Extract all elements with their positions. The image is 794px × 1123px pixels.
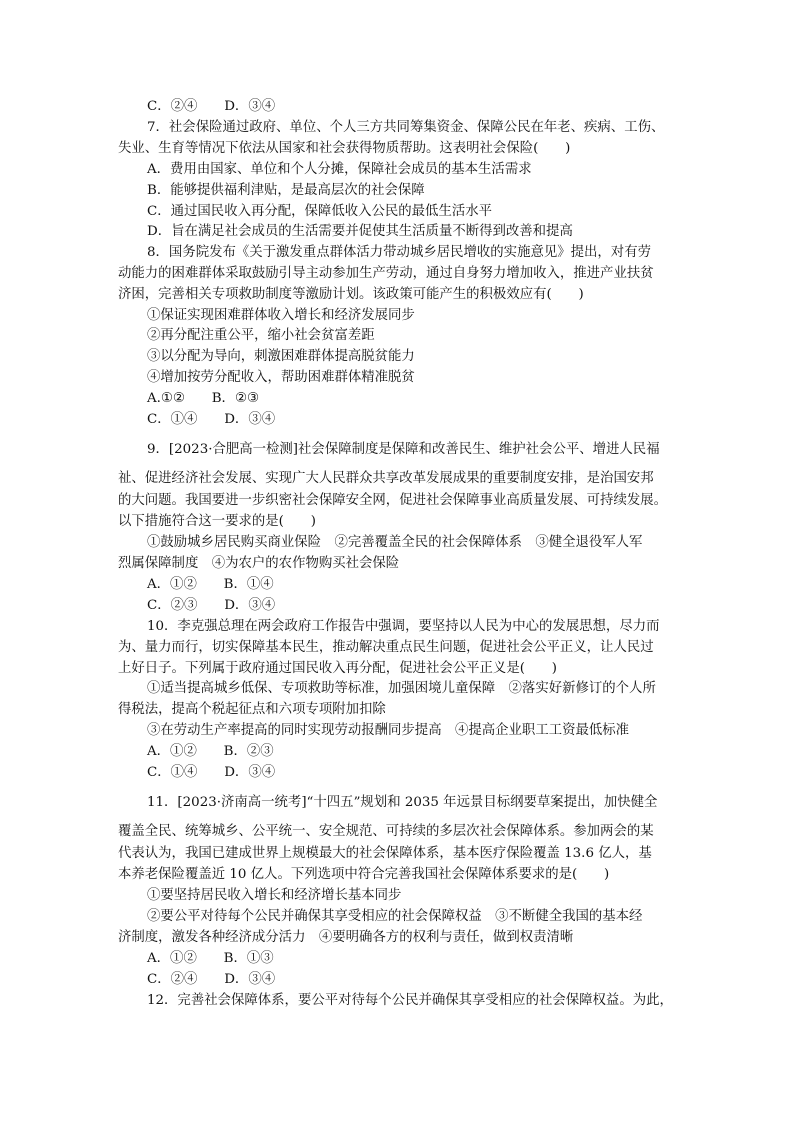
q11-stem-line-3: 代表认为，我国已建成世界上规模最大的社会保障体系，基本医疗保险覆盖 13.6 亿人，基 bbox=[118, 846, 652, 861]
q9-stem-line-2: 祉、促进经济社会发展、实现广大人民群众共享改革发展成果的重要制度安排，是治国安邦 bbox=[118, 471, 654, 486]
q10-stem-line-2: 为、量力而行，切实保障基本民生，推动解决重点民生问题，促进社会公平正义，让人民过 bbox=[118, 640, 654, 655]
q11-stem-line-2: 覆盖全民、统筹城乡、公平统一、安全规范、可持续的多层次社会保障体系。参加两会的某 bbox=[118, 824, 654, 839]
q10-statements-line-2: 得税法，提高个税起征点和六项专项附加扣除 bbox=[118, 702, 386, 717]
q6-options-cd: C．②④ D．③④ bbox=[147, 99, 276, 114]
q8-statement-2: ②再分配注重公平，缩小社会贫富差距 bbox=[147, 328, 375, 343]
q9-stem-line-4: 以下措施符合这一要求的是( ) bbox=[118, 514, 316, 529]
q11-stem-line-4: 本养老保险覆盖近 10 亿人。下列选项中符合完善我国社会保障体系要求的是( ) bbox=[118, 867, 610, 882]
q10-stem-line-1: 10．李克强总理在两会政府工作报告中强调，要坚持以人民为中心的发展思想，尽力而 bbox=[147, 619, 660, 634]
q10-options-cd: C．①④ D．③④ bbox=[147, 765, 276, 780]
q9-stem-line-3: 的大问题。我国要进一步织密社会保障安全网，促进社会保障事业高质量发展、可持续发展。 bbox=[118, 493, 668, 508]
q8-statement-4: ④增加按劳分配收入，帮助困难群体精准脱贫 bbox=[147, 370, 415, 385]
q8-statement-1: ①保证实现困难群体收入增长和经济发展同步 bbox=[147, 308, 415, 323]
q10-statements-line-1: ①适当提高城乡低保、专项救助等标准，加强困境儿童保障 ②落实好新修订的个人所 bbox=[147, 681, 656, 696]
q10-stem-line-3: 上好日子。下列属于政府通过国民收入再分配，促进社会公平正义是( ) bbox=[118, 661, 557, 676]
q8-stem-line-3: 济困，完善相关专项救助制度等激励计划。该政策可能产生的积极效应有( ) bbox=[118, 287, 584, 302]
q9-stem-line-1: 9．[2023·合肥高一检测]社会保障制度是保障和改善民生、维护社会公平、增进人民福 bbox=[147, 442, 660, 457]
q8-stem-line-1: 8．国务院发布《关于激发重点群体活力带动城乡居民增收的实施意见》提出，对有劳 bbox=[147, 245, 651, 260]
q10-statements-line-3: ③在劳动生产率提高的同时实现劳动报酬同步提高 ④提高企业职工工资最低标准 bbox=[147, 723, 630, 738]
q7-option-a: A．费用由国家、单位和个人分摊，保障社会成员的基本生活需求 bbox=[147, 162, 532, 177]
q7-stem-line-1: 7．社会保险通过政府、单位、个人三方共同筹集资金、保障公民在年老、疾病、工伤、 bbox=[147, 120, 665, 135]
q9-statements-line-2: 烈属保障制度 ④为农户的农作物购买社会保险 bbox=[118, 556, 400, 571]
q7-option-b: B．能够提供福利津贴，是最高层次的社会保障 bbox=[147, 183, 425, 198]
q11-statement-1: ①要坚持居民收入增长和经济增长基本同步 bbox=[147, 888, 402, 903]
q11-statements-line-3: 济制度，激发各种经济成分活力 ④要明确各方的权利与责任，做到权责清晰 bbox=[118, 930, 574, 945]
q9-statements-line-1: ①鼓励城乡居民购买商业保险 ②完善覆盖全民的社会保障体系 ③健全退役军人军 bbox=[147, 535, 643, 550]
q7-stem-line-2: 失业、生育等情况下依法从国家和社会获得物质帮助。这表明社会保险( ) bbox=[118, 141, 571, 156]
q11-stem-line-1: 11．[2023·济南高一统考]“十四五”规划和 2035 年远景目标纲要草案提出，加快健全 bbox=[147, 795, 658, 810]
q11-options-cd: C．②④ D．③④ bbox=[147, 972, 276, 987]
q8-options-cd: C．①④ D．③④ bbox=[147, 412, 276, 427]
q8-options-ab: A.①② B．②③ bbox=[147, 391, 259, 406]
q8-stem-line-2: 动能力的困难群体采取鼓励引导主动参加生产劳动，通过自身努力增加收入，推进产业扶贫 bbox=[118, 266, 654, 281]
q8-statement-3: ③以分配为导向，刺激困难群体提高脱贫能力 bbox=[147, 349, 415, 364]
q7-option-d: D．旨在满足社会成员的生活需要并促使其生活质量不断得到改善和提高 bbox=[147, 224, 573, 239]
q10-options-ab: A．①② B．②③ bbox=[147, 744, 274, 759]
q9-options-ab: A．①② B．①④ bbox=[147, 577, 274, 592]
q11-options-ab: A．①② B．①③ bbox=[147, 951, 274, 966]
q11-statements-line-2: ②要公平对待每个公民并确保其享受相应的社会保障权益 ③不断健全我国的基本经 bbox=[147, 909, 643, 924]
q12-stem-line-1: 12．完善社会保障体系，要公平对待每个公民并确保其享受相应的社会保障权益。为此， bbox=[147, 993, 673, 1008]
q9-options-cd: C．②③ D．③④ bbox=[147, 598, 276, 613]
q7-option-c: C．通过国民收入再分配，保障低收入公民的最低生活水平 bbox=[147, 204, 493, 219]
